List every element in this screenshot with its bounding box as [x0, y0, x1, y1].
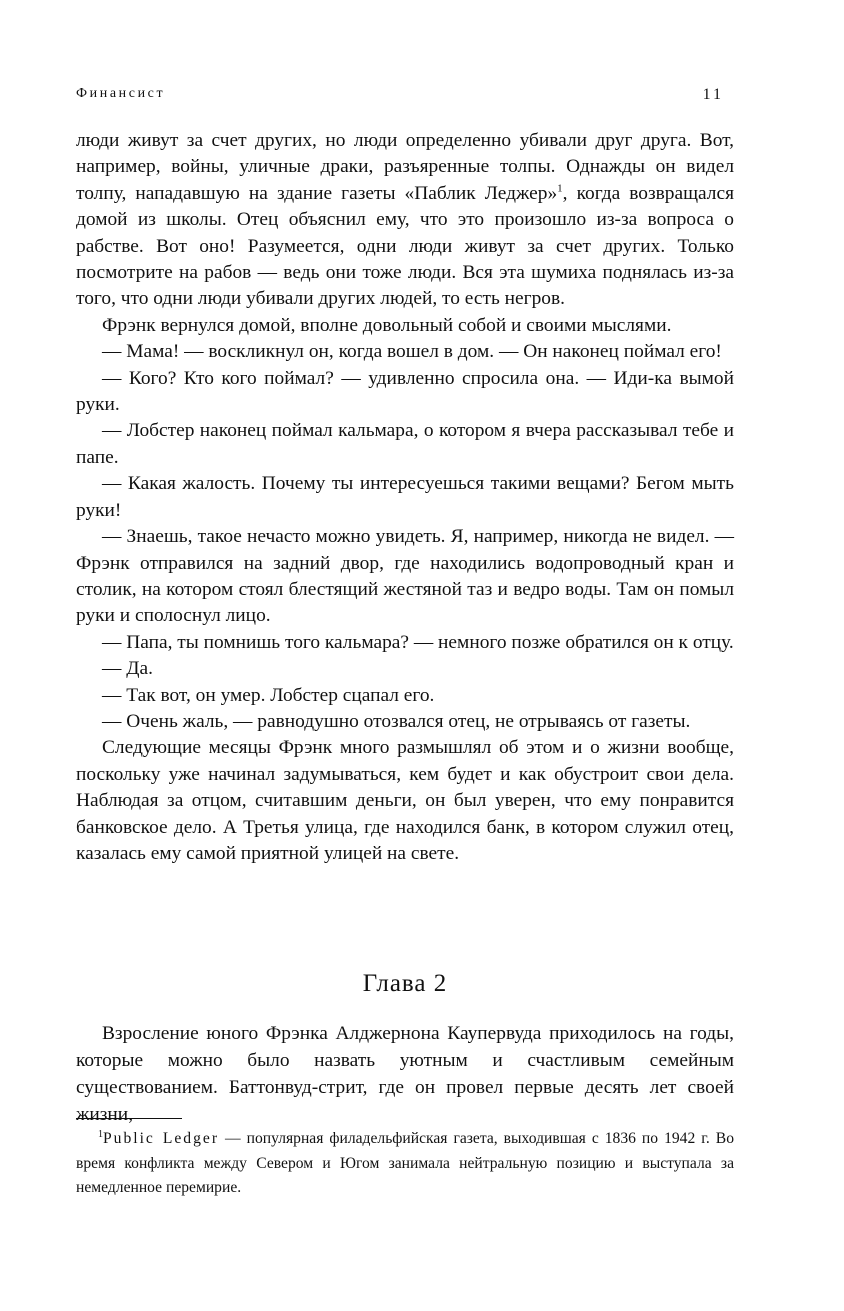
dialogue-line: — Папа, ты помнишь того кальмара? — немного позже обратился он к отцу.: [102, 631, 734, 653]
paragraph: Следующие месяцы Фрэнк много размышлял об этом и о жизни вообще, поскольку уже начинал задумываться, кем будет и как обустроит свои дела. Наблюдая за отцом, считавшим деньги, он был уверен, что ему понравится банковское дело. А Третья улица, где находился банк, в котором служил отец, казалась ему самой приятной улицей на свете.: [76, 737, 734, 864]
dialogue-line: — Лобстер наконец поймал кальмара, о котором я вчера рассказывал тебе и папе.: [76, 420, 734, 468]
page-number: 11: [702, 86, 724, 103]
footnote-divider: [76, 1118, 182, 1119]
dialogue-line: — Знаешь, такое нечасто можно увидеть. Я, например, никогда не видел. — Фрэнк отправился на задний двор, где находились водопроводный кран и столик, на котором стоял блестящий жестяной таз и ведро воды. Там он помыл руки и сполоснул лицо.: [76, 526, 734, 627]
footnote-paragraph: [76, 1127, 734, 1201]
dialogue-line: — Так вот, он умер. Лобстер сцапал его.: [102, 684, 435, 706]
chapter-paragraph: Взросление юного Фрэнка Алджернона Каупервуда приходилось на годы, которые можно было назвать уютным и счастливым семейным существованием. Баттонвуд-стрит, где он провел первые десять лет своей жизни,: [76, 1023, 734, 1125]
footnote-title: Public Ledger: [103, 1130, 220, 1147]
body-text: [76, 128, 734, 867]
dialogue-line: — Какая жалость. Почему ты интересуешься такими вещами? Бегом мыть руки!: [76, 473, 734, 521]
dialogue-line: — Кого? Кто кого поймал? — удивленно спросила она. — Иди-ка вымой руки.: [76, 367, 734, 416]
paragraph-1-end: , когда возвращался домой из школы. Отец объяснил ему, что это произошло из-за вопроса о рабстве. Вот оно! Разумеется, одни люди живут за счет других. Только посмотрите на рабов — ведь они тоже люди. Вся эта шумиха поднялась из-за того, что одни люди убивали других людей, то есть негров.: [76, 182, 734, 310]
dialogue-line: — Мама! — воскликнул он, когда вошел в дом. — Он наконец поймал его!: [102, 341, 722, 363]
chapter-text: [76, 1020, 734, 1128]
book-page: [76, 0, 734, 1311]
paragraph-1: [76, 128, 734, 313]
footnote-reference[interactable]: 1: [557, 182, 563, 195]
running-head: [76, 86, 734, 108]
dialogue-line: — Да.: [102, 658, 153, 680]
paragraph: Фрэнк вернулся домой, вполне довольный собой и своими мыслями.: [102, 314, 672, 336]
footnote: [76, 1127, 734, 1201]
footnote-text: — популярная филадельфийская газета, выходившая с 1836 по 1942 г. Во время конфликта между Севером и Югом занимала нейтральную позицию и выступала за немедленное перемирие.: [76, 1130, 735, 1197]
running-title: Финансист: [76, 86, 166, 101]
footnote-mark: 1: [98, 1128, 103, 1140]
paragraph-1-start: люди живут за счет других, но люди определенно убивали друг друга. Вот, например, войны, уличные драки, разъяренные толпы. Однажды он видел толпу, нападавшую на здание газеты «Паблик Леджер»: [76, 130, 734, 204]
chapter-heading: Глава 2: [362, 970, 448, 997]
dialogue-line: — Очень жаль, — равнодушно отозвался отец, не отрываясь от газеты.: [102, 710, 691, 732]
